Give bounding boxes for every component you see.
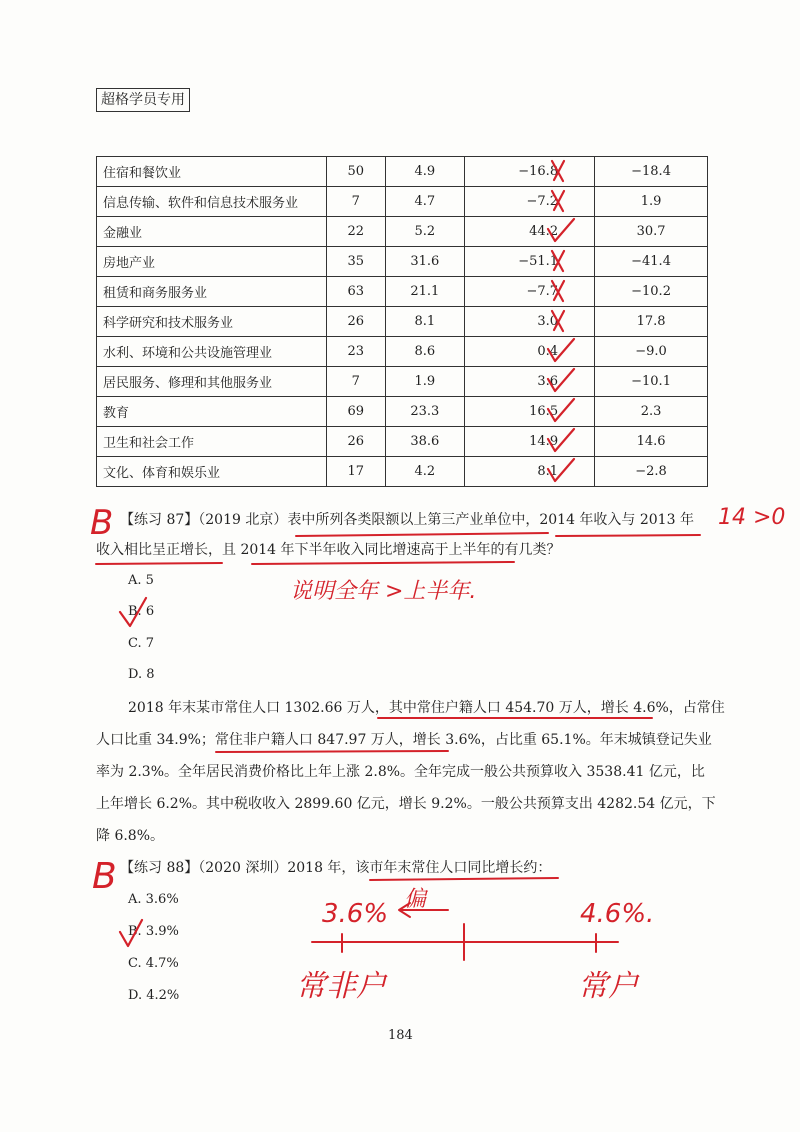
- right-label: 常户: [578, 969, 638, 1004]
- row-growth: 44.2: [464, 217, 594, 247]
- q88-option-a: A. 3.6%: [128, 892, 179, 907]
- left-label: 常非户: [296, 969, 386, 1004]
- underline-q88: [370, 878, 558, 880]
- row-count: 26: [326, 427, 385, 457]
- q87-line2: 收入相比呈正增长，且 2014 年下半年收入同比增速高于上半年的有几类？: [96, 542, 561, 558]
- underline-passage-2: [216, 751, 448, 752]
- row-growth: 3.0: [464, 307, 594, 337]
- row-count: 69: [326, 397, 385, 427]
- row-share: 4.7: [385, 187, 464, 217]
- row-share: 4.2: [385, 457, 464, 487]
- table-row: [97, 217, 708, 247]
- row-growth: 3.6: [464, 367, 594, 397]
- passage-line-1: 2018 年末某市常住人口 1302.66 万人，其中常住户籍人口 454.70 万人，增长 4.6%，占常住: [128, 700, 725, 716]
- data-table: [96, 156, 708, 487]
- row-count: 63: [326, 277, 385, 307]
- row-count: 22: [326, 217, 385, 247]
- row-growth2: −18.4: [595, 157, 708, 187]
- row-share: 5.2: [385, 217, 464, 247]
- q87-option-d: D. 8: [128, 667, 155, 682]
- underline-q87-d: [252, 562, 514, 564]
- underline-q87-c: [96, 563, 222, 564]
- ans87-letter: B: [90, 503, 114, 543]
- passage-line-2: 人口比重 34.9%；常住非户籍人口 847.97 万人，增长 3.6%，占比重 65.1%。年末城镇登记失业: [96, 732, 712, 748]
- table-row: [97, 247, 708, 277]
- row-count: 23: [326, 337, 385, 367]
- row-name: 居民服务、修理和其他服务业: [97, 367, 327, 397]
- row-growth2: −2.8: [595, 457, 708, 487]
- table-row: [97, 157, 708, 187]
- note-right: 14 >0: [718, 505, 786, 530]
- q88-option-c: C. 4.7%: [128, 956, 179, 971]
- page-number: 184: [388, 1028, 413, 1043]
- row-count: 35: [326, 247, 385, 277]
- table-row: [97, 367, 708, 397]
- passage-line-5: 降 6.8%。: [96, 828, 165, 844]
- q88-option-d: D. 4.2%: [128, 988, 180, 1003]
- row-growth: 8.1: [464, 457, 594, 487]
- row-growth: −51.1: [464, 247, 594, 277]
- row-share: 23.3: [385, 397, 464, 427]
- q88-line1: 【练习 88】（2020 深圳）2018 年，该市年末常住人口同比增长约：: [120, 860, 552, 876]
- underline-q87-a: [296, 533, 548, 536]
- q87-option-b: B. 6: [128, 604, 155, 619]
- row-name: 科学研究和技术服务业: [97, 307, 327, 337]
- table-row: [97, 427, 708, 457]
- row-name: 金融业: [97, 217, 327, 247]
- row-growth: −7.2: [464, 187, 594, 217]
- row-name: 文化、体育和娱乐业: [97, 457, 327, 487]
- row-growth: −7.7: [464, 277, 594, 307]
- row-share: 8.1: [385, 307, 464, 337]
- row-growth2: −9.0: [595, 337, 708, 367]
- row-count: 7: [326, 367, 385, 397]
- row-growth2: 17.8: [595, 307, 708, 337]
- row-share: 31.6: [385, 247, 464, 277]
- table-row: [97, 337, 708, 367]
- ans88-letter: B: [92, 856, 117, 897]
- pian-char: 偏: [404, 887, 427, 912]
- q87-line1: 【练习 87】（2019 北京）表中所列各类限额以上第三产业单位中，2014 年收入与 2013 年: [120, 512, 694, 528]
- row-count: 7: [326, 187, 385, 217]
- row-growth: 0.4: [464, 337, 594, 367]
- arrow-left: [399, 903, 448, 917]
- table-row: [97, 457, 708, 487]
- row-count: 17: [326, 457, 385, 487]
- table-row: [97, 307, 708, 337]
- row-growth2: 2.3: [595, 397, 708, 427]
- row-count: 50: [326, 157, 385, 187]
- q88-option-b: B. 3.9%: [128, 924, 179, 939]
- right-val: 4.6%.: [580, 899, 655, 929]
- passage-line-3: 率为 2.3%。全年居民消费价格比上年上涨 2.8%。全年完成一般公共预算收入 3538.41 亿元，比: [96, 764, 705, 780]
- row-count: 26: [326, 307, 385, 337]
- row-growth: −16.8: [464, 157, 594, 187]
- q87-option-c: C. 7: [128, 636, 155, 651]
- row-growth2: 30.7: [595, 217, 708, 247]
- row-share: 38.6: [385, 427, 464, 457]
- left-val: 3.6%: [322, 899, 389, 929]
- row-growth2: −10.1: [595, 367, 708, 397]
- table-row: [97, 187, 708, 217]
- row-name: 信息传输、软件和信息技术服务业: [97, 187, 327, 217]
- row-name: 水利、环境和公共设施管理业: [97, 337, 327, 367]
- row-name: 卫生和社会工作: [97, 427, 327, 457]
- row-growth: 14.9: [464, 427, 594, 457]
- row-name: 住宿和餐饮业: [97, 157, 327, 187]
- row-name: 房地产业: [97, 247, 327, 277]
- q87-option-a: A. 5: [128, 573, 154, 588]
- row-growth: 16.5: [464, 397, 594, 427]
- row-share: 4.9: [385, 157, 464, 187]
- row-share: 8.6: [385, 337, 464, 367]
- row-growth2: 1.9: [595, 187, 708, 217]
- row-growth2: 14.6: [595, 427, 708, 457]
- underline-q87-b: [556, 535, 700, 536]
- table-row: [97, 397, 708, 427]
- table-row: [97, 277, 708, 307]
- row-growth2: −10.2: [595, 277, 708, 307]
- row-share: 21.1: [385, 277, 464, 307]
- row-growth2: −41.4: [595, 247, 708, 277]
- header-tag: 超格学员专用: [96, 88, 190, 112]
- row-name: 租赁和商务服务业: [97, 277, 327, 307]
- passage-line-4: 上年增长 6.2%。其中税收收入 2899.60 亿元，增长 9.2%。一般公共预算支出 4282.54 亿元，下: [96, 796, 716, 812]
- row-name: 教育: [97, 397, 327, 427]
- note-mid: 说明全年 >上半年.: [290, 579, 477, 604]
- row-share: 1.9: [385, 367, 464, 397]
